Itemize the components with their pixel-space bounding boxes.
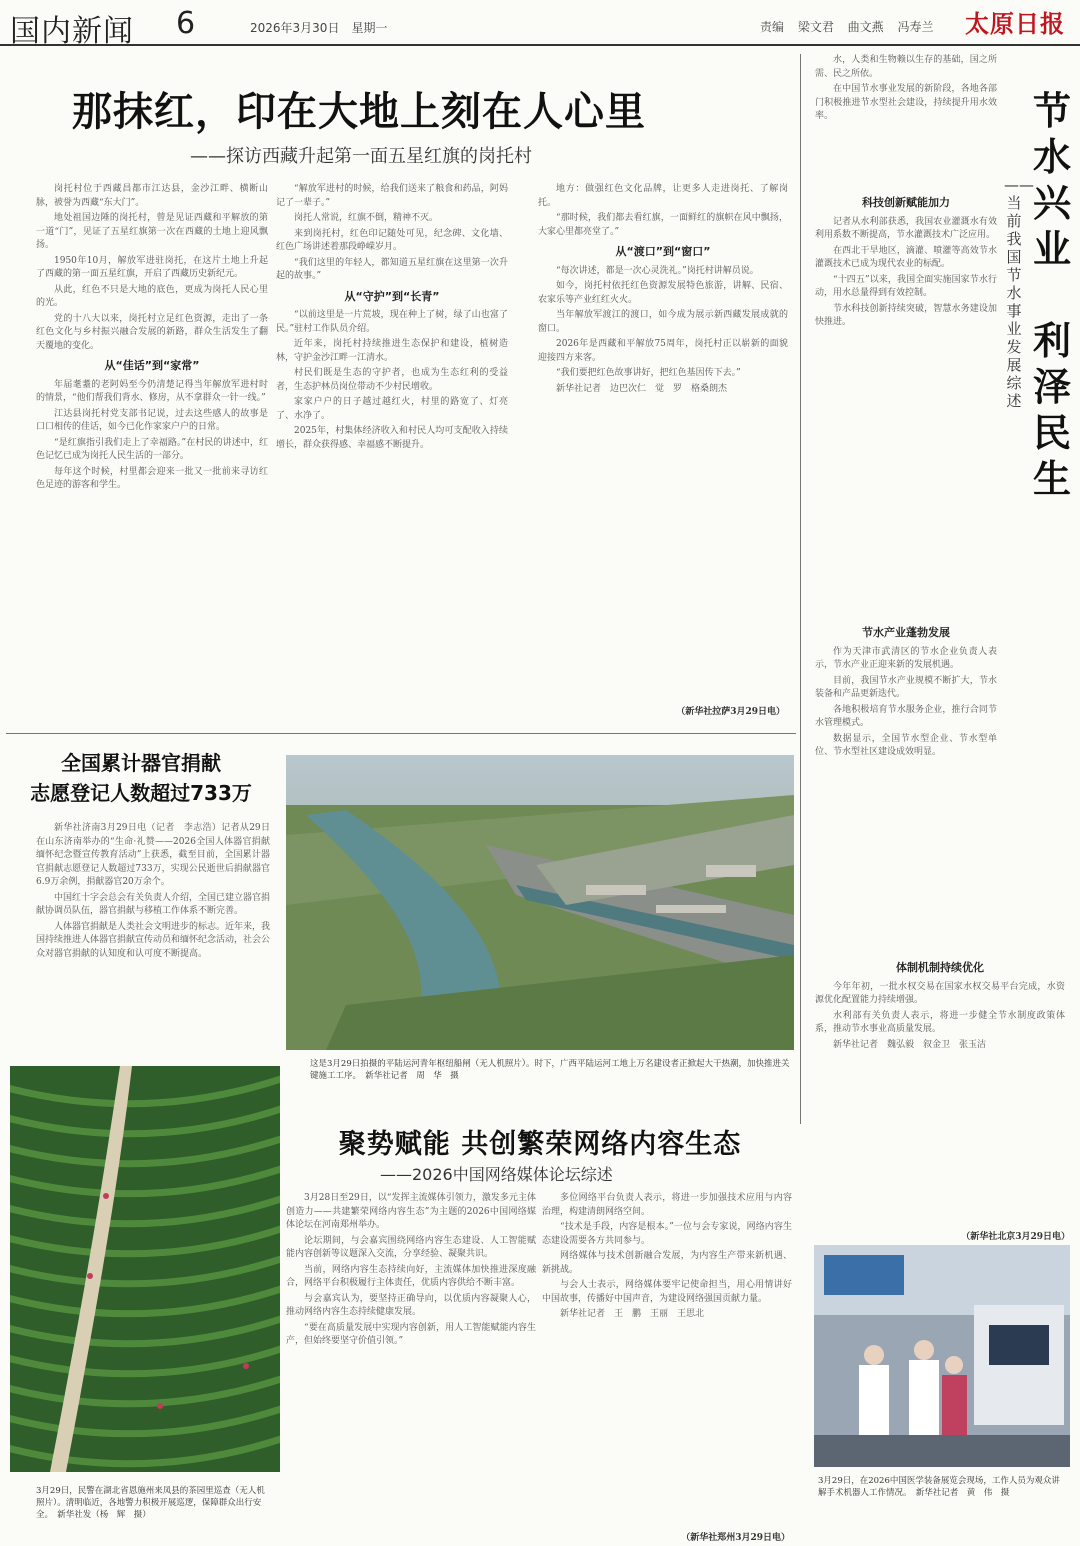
paragraph: 与会嘉宾认为，要坚持正确导向，以优质内容凝聚人心，推动网络内容生态持续健康发展。 bbox=[286, 1293, 536, 1317]
paragraph: 今年年初，一批水权交易在国家水权交易平台完成，水资源优化配置能力持续增强。 bbox=[815, 981, 1065, 1005]
section-subheading: 体制机制持续优化 bbox=[896, 961, 984, 974]
paragraph: 目前，我国节水产业规模不断扩大，节水装备和产品更新迭代。 bbox=[815, 675, 997, 699]
paragraph: 近年来，岗托村持续推进生态保护和建设，植树造林，守护金沙江畔一江清水。 bbox=[276, 339, 508, 363]
paragraph: 水，人类和生物赖以生存的基础，国之所需、民之所依。 bbox=[815, 55, 997, 79]
paragraph: 来到岗托村，红色印记随处可见，纪念碑、文化墙、红色广场讲述着那段峥嵘岁月。 bbox=[276, 228, 508, 252]
paragraph: “那时候，我们都去看红旗，一面鲜红的旗帜在风中飘扬，大家心里都亮堂了。” bbox=[538, 213, 788, 237]
paragraph: 党的十八大以来，岗托村立足红色资源，走出了一条红色文化与乡村振兴融合发展的新路，群众生活发生了翻天覆地的变化。 bbox=[36, 313, 268, 351]
forum-subheadline: ——2026中国网络媒体论坛综述 bbox=[380, 1165, 613, 1184]
tea-garden-caption: 3月29日，民警在湖北省恩施州来凤县的茶园里巡查（无人机照片）。清明临近，各地警力积极开展巡逻，保障群众出行安全。 新华社发（杨 辉 摄） bbox=[36, 1486, 265, 1520]
organ-headline-2: 志愿登记人数超过733万 bbox=[30, 781, 252, 805]
paragraph: 地处祖国边陲的岗托村，曾是见证西藏和平解放的第一道“门”，见证了五星红旗第一次在西藏的土地上迎风飘扬。 bbox=[36, 213, 268, 250]
section-title: 国内新闻 bbox=[10, 14, 134, 49]
issue-date: 2026年3月30日 星期一 bbox=[250, 21, 388, 35]
divider bbox=[6, 733, 796, 734]
canal-photo-caption: 这是3月29日拍摄的平陆运河青年枢纽船闸（无人机照片）。时下，广西平陆运河工地上万名建设者正掀起大干热潮，加快推进关键施工工序。 新华社记者 周 华 摄 bbox=[310, 1059, 790, 1081]
divider bbox=[800, 54, 801, 1124]
paragraph: 江达县岗托村党支部书记说，过去这些感人的故事是口口相传的佳话，如今已化作家家户户的日常。 bbox=[36, 408, 268, 432]
page-number: 6 bbox=[176, 6, 196, 41]
medical-expo-photo bbox=[814, 1245, 1070, 1467]
paragraph: 多位网络平台负责人表示，将进一步加强技术应用与内容治理，构建清朗网络空间。 bbox=[542, 1193, 792, 1217]
paragraph: 家家户户的日子越过越红火，村里的路宽了、灯亮了、水净了。 bbox=[276, 397, 508, 421]
main-headline: 那抹红，印在大地上刻在人心里 bbox=[72, 89, 646, 135]
canal-photo bbox=[286, 755, 794, 1050]
paragraph: “要在高质量发展中实现内容创新，用人工智能赋能内容生产，但始终要坚守价值引领。” bbox=[286, 1322, 536, 1346]
paragraph: 各地积极培育节水服务企业，推行合同节水管理模式。 bbox=[815, 704, 997, 728]
paragraph: 如今，岗托村依托红色资源发展特色旅游，讲解、民宿、农家乐等产业红红火火。 bbox=[538, 281, 788, 305]
paragraph: 数据显示，全国节水型企业、节水型单位、节水型社区建设成效明显。 bbox=[815, 733, 997, 757]
paragraph: 从此，红色不只是大地的底色，更成为岗托人民心里的光。 bbox=[36, 284, 268, 308]
paragraph: 新华社济南3月29日电（记者 李志浩）记者从29日在山东济南举办的“生命·礼赞——2026全国人体器官捐献缅怀纪念暨宣传教育活动”上获悉，截至目前，全国累计器官捐献志愿登记人数超过733万，实现公民逝世后捐献器官6.9万余例，捐献器官20万余个。 bbox=[36, 823, 270, 887]
forum-column-1 bbox=[286, 1192, 536, 1538]
paragraph: 2025年，村集体经济收入和村民人均可支配收入持续增长，群众获得感、幸福感不断提升。 bbox=[276, 426, 508, 450]
paragraph: 作为天津市武清区的节水企业负责人表示，节水产业正迎来新的发展机遇。 bbox=[815, 646, 997, 670]
right-section-a bbox=[815, 190, 997, 610]
right-section-c bbox=[815, 955, 1065, 1225]
organ-headline-1: 全国累计器官捐献 bbox=[61, 751, 221, 775]
paragraph: 人体器官捐献是人类社会文明进步的标志。近年来，我国持续推进人体器官捐献宣传动员和缅怀纪念活动，社会公众对器官捐献的认知度和认可度不断提高。 bbox=[36, 921, 270, 959]
paragraph: 1950年10月，解放军进驻岗托，在这片土地上升起了西藏的第一面五星红旗，开启了西藏历史新纪元。 bbox=[36, 255, 268, 279]
editors: 责编 梁文君 曲文燕 冯寿兰 bbox=[760, 20, 934, 34]
paragraph: 在中国节水事业发展的新阶段，各地各部门积极推进节水型社会建设，持续提升用水效率。 bbox=[815, 84, 997, 121]
paragraph: “技术是手段，内容是根本。”一位与会专家说，网络内容生态建设需要各方共同参与。 bbox=[542, 1222, 792, 1246]
main-column-2 bbox=[276, 183, 508, 728]
right-dateline: （新华社北京3月29日电） bbox=[961, 1232, 1070, 1242]
paragraph: 年届耄耋的老阿妈至今仍清楚记得当年解放军进村时的情景，“他们帮我们背水、修房，从不拿群众一针一线。” bbox=[36, 379, 268, 403]
forum-dateline: （新华社郑州3月29日电） bbox=[681, 1533, 790, 1543]
paragraph: 新华社记者 魏弘毅 叙金卫 张玉洁 bbox=[833, 1039, 987, 1050]
right-headline: 节 水 兴 业 利 泽 民 生 bbox=[1032, 89, 1071, 501]
tea-garden-photo bbox=[10, 1066, 280, 1472]
main-dateline: （新华社拉萨3月29日电） bbox=[676, 707, 785, 717]
main-column-1 bbox=[36, 183, 268, 728]
main-column-3 bbox=[538, 183, 788, 718]
newspaper-logo: 太原日报 bbox=[965, 9, 1065, 38]
paragraph: “每次讲述，都是一次心灵洗礼。”岗托村讲解员说。 bbox=[556, 265, 759, 276]
paragraph: 中国红十字会总会有关负责人介绍，全国已建立器官捐献协调员队伍，器官捐献与移植工作体系不断完善。 bbox=[36, 892, 270, 916]
paragraph: 地方：做强红色文化品牌，让更多人走进岗托、了解岗托。 bbox=[538, 184, 788, 208]
paragraph: 在西北干旱地区，滴灌、喷灌等高效节水灌溉技术已成为现代农业的标配。 bbox=[815, 245, 997, 269]
masthead bbox=[0, 0, 1080, 49]
paragraph: 村民们既是生态的守护者，也成为生态红利的受益者，生态护林员岗位带动不少村民增收。 bbox=[276, 368, 508, 392]
paragraph: “以前这里是一片荒坡，现在种上了树，绿了山也富了民。”驻村工作队员介绍。 bbox=[276, 310, 508, 334]
paragraph: 岗托人常说，红旗不倒，精神不灭。 bbox=[294, 213, 439, 223]
paragraph: 当年解放军渡江的渡口，如今成为展示新西藏发展成就的窗口。 bbox=[538, 310, 788, 334]
section-subheading: 科技创新赋能加力 bbox=[862, 196, 950, 209]
paragraph: “解放军进村的时候，给我们送来了粮食和药品，阿妈记了一辈子。” bbox=[276, 184, 508, 208]
organ-body bbox=[36, 822, 270, 1057]
paragraph: “十四五”以来，我国全面实施国家节水行动，用水总量得到有效控制。 bbox=[815, 274, 997, 298]
paragraph: 新华社记者 王 鹏 王丽 王思北 bbox=[560, 1309, 705, 1319]
right-subheadline: —— 当 前 我 国 节 水 事 业 发 展 综 述 bbox=[1004, 176, 1034, 410]
forum-column-2 bbox=[542, 1192, 792, 1518]
paragraph: 每年这个时候，村里都会迎来一批又一批前来寻访红色足迹的游客和学生。 bbox=[36, 466, 268, 490]
right-lead bbox=[815, 54, 997, 184]
paragraph: “是红旗指引我们走上了幸福路。”在村民的讲述中，红色记忆已成为岗托人民生活的一部分。 bbox=[36, 437, 268, 461]
paragraph: 水利部有关负责人表示，将进一步健全节水制度政策体系，推动节水事业高质量发展。 bbox=[815, 1010, 1065, 1034]
main-subheadline: ——探访西藏升起第一面五星红旗的岗托村 bbox=[190, 146, 532, 167]
paragraph: 记者从水利部获悉，我国农业灌溉水有效利用系数不断提高，节水灌溉技术广泛应用。 bbox=[815, 216, 997, 240]
paragraph: 论坛期间，与会嘉宾围绕网络内容生态建设、人工智能赋能内容创新等议题深入交流，分享经验、凝聚共识。 bbox=[286, 1235, 536, 1259]
paragraph: “我们这里的年轻人，都知道五星红旗在这里第一次升起的故事。” bbox=[276, 257, 508, 281]
paragraph: 节水科技创新持续突破，智慧水务建设加快推进。 bbox=[815, 303, 997, 327]
paragraph: 与会人士表示，网络媒体要牢记使命担当，用心用情讲好中国故事，传播好中国声音，为建设网络强国贡献力量。 bbox=[542, 1280, 792, 1304]
paragraph: “我们要把红色故事讲好，把红色基因传下去。” bbox=[556, 368, 741, 378]
right-section-b bbox=[815, 620, 997, 950]
paragraph: 新华社记者 边巴次仁 觉 罗 格桑朗杰 bbox=[556, 383, 728, 394]
section-subheading: 从“佳话”到“家常” bbox=[104, 359, 200, 372]
section-subheading: 从“守护”到“长青” bbox=[344, 289, 440, 303]
medical-expo-caption: 3月29日，在2026中国医学装备展览会现场，工作人员为观众讲解手术机器人工作情况。 新华社记者 黄 伟 摄 bbox=[818, 1476, 1060, 1498]
paragraph: 岗托村位于西藏昌都市江达县，金沙江畔、横断山脉，被誉为西藏“东大门”。 bbox=[36, 184, 268, 208]
section-subheading: 从“渡口”到“窗口” bbox=[615, 245, 711, 258]
paragraph: 2026年是西藏和平解放75周年，岗托村正以崭新的面貌迎接四方来客。 bbox=[538, 339, 788, 363]
section-subheading: 节水产业蓬勃发展 bbox=[862, 626, 950, 639]
paragraph: 网络媒体与技术创新融合发展，为内容生产带来新机遇、新挑战。 bbox=[542, 1251, 792, 1275]
forum-headline: 聚势赋能 共创繁荣网络内容生态 bbox=[338, 1129, 742, 1160]
paragraph: 3月28日至29日，以“发挥主流媒体引领力，激发多元主体创造力——共建繁荣网络内容生态”为主题的2026中国网络媒体论坛在河南郑州举办。 bbox=[286, 1193, 536, 1230]
paragraph: 当前，网络内容生态持续向好，主流媒体加快推进深度融合，网络平台积极履行主体责任，优质内容供给不断丰富。 bbox=[286, 1264, 536, 1288]
